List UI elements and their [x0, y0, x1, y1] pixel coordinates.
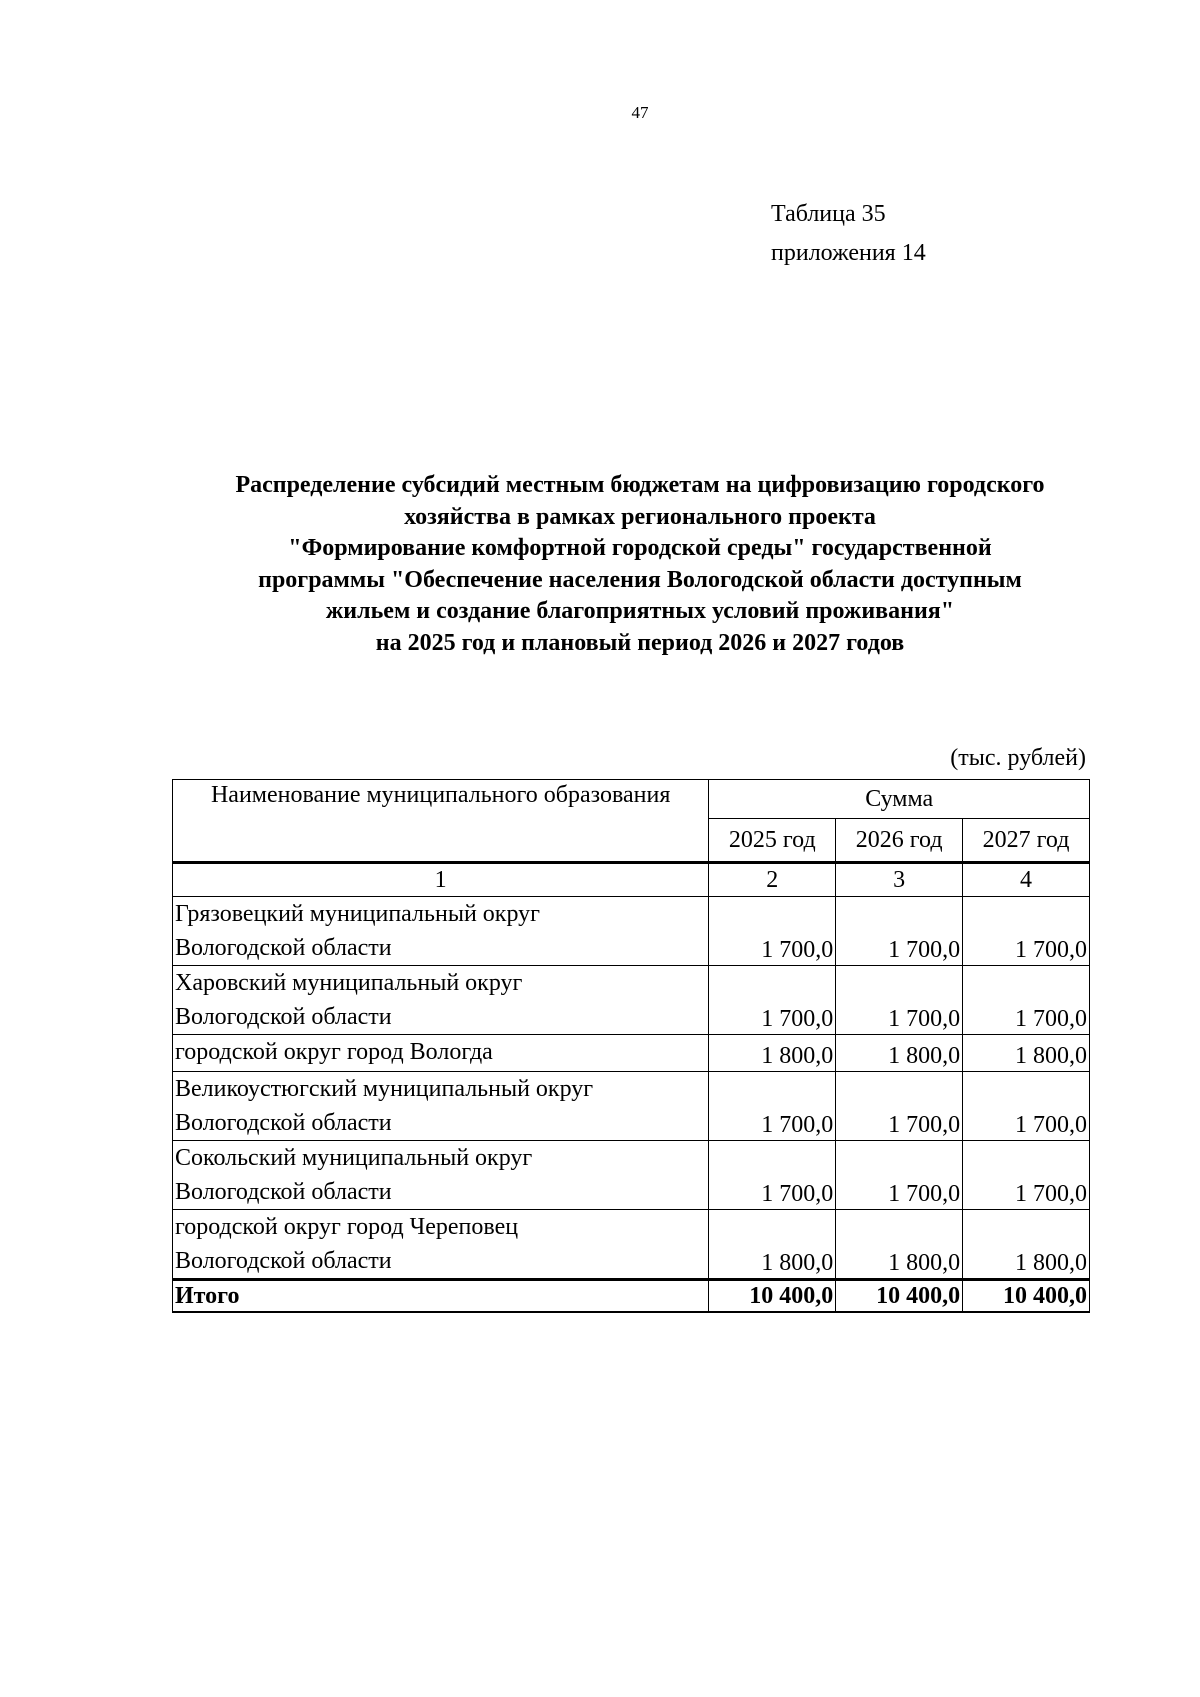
- amount-2026: 1 800,0: [836, 1035, 963, 1072]
- municipality-name-line: Вологодской области: [175, 1179, 392, 1205]
- column-number-row: [173, 863, 1090, 897]
- title-line: жильем и создание благоприятных условий проживания": [325, 598, 955, 624]
- title-line: "Формирование комфортной городской среды" государственной: [288, 535, 992, 561]
- amount-2027: 1 700,0: [963, 1141, 1090, 1210]
- total-2025: 10 400,0: [709, 1280, 836, 1313]
- total-label: Итого: [173, 1280, 709, 1313]
- table-row: [173, 1141, 1090, 1210]
- municipality-name: [173, 1072, 709, 1141]
- title-line: хозяйства в рамках регионального проекта: [404, 503, 876, 530]
- title-line: Распределение субсидий местным бюджетам на цифровизацию городского: [235, 472, 1045, 498]
- annex-table-label: Таблица 35: [771, 201, 886, 227]
- header-year-2025: 2025 год: [709, 819, 836, 863]
- amount-2026: 1 700,0: [836, 897, 963, 966]
- municipality-name-line: городской округ город Череповец: [175, 1214, 519, 1240]
- header-name-cell: Наименование муниципального образования: [173, 780, 709, 863]
- units-label: (тыс. рублей): [950, 745, 1086, 771]
- amount-2025: 1 700,0: [709, 1141, 836, 1210]
- amount-2027: 1 700,0: [963, 897, 1090, 966]
- table-row: [173, 1035, 1090, 1072]
- header-year-2027: 2027 год: [963, 819, 1090, 863]
- header-row: [173, 780, 1090, 819]
- municipality-name-line: Вологодской области: [175, 1004, 392, 1030]
- amount-2026: 1 800,0: [836, 1210, 963, 1280]
- municipality-name-line: Вологодской области: [175, 1248, 392, 1274]
- amount-2027: 1 800,0: [963, 1210, 1090, 1280]
- amount-2025: 1 800,0: [709, 1035, 836, 1072]
- table-row: [173, 1210, 1090, 1280]
- amount-2026: 1 700,0: [836, 1141, 963, 1210]
- total-2027: 10 400,0: [963, 1280, 1090, 1313]
- total-2026: 10 400,0: [836, 1280, 963, 1313]
- title-line: программы "Обеспечение населения Вологодской области доступным: [258, 566, 1022, 593]
- column-number: 2: [709, 863, 836, 897]
- amount-2027: 1 800,0: [963, 1035, 1090, 1072]
- table-row: [173, 1072, 1090, 1141]
- municipality-name-line: Сокольский муниципальный округ: [175, 1145, 533, 1171]
- document-title: [170, 470, 1110, 659]
- header-year-2026: 2026 год: [836, 819, 963, 863]
- municipality-name-line: Харовский муниципальный округ: [175, 970, 523, 996]
- municipality-name: [173, 1141, 709, 1210]
- column-number: 3: [836, 863, 963, 897]
- amount-2025: 1 700,0: [709, 897, 836, 966]
- total-row: [173, 1280, 1090, 1313]
- table-row: [173, 897, 1090, 966]
- municipality-name-line: Грязовецкий муниципальный округ: [175, 901, 540, 927]
- page-number: 47: [631, 103, 649, 122]
- column-number: 1: [173, 863, 709, 897]
- subsidy-table: [172, 779, 1090, 1313]
- amount-2026: 1 700,0: [836, 966, 963, 1035]
- municipality-name: [173, 897, 709, 966]
- municipality-name: [173, 1210, 709, 1280]
- municipality-name-line: Великоустюгский муниципальный округ: [175, 1076, 594, 1102]
- annex-appendix-label: приложения 14: [771, 240, 926, 266]
- amount-2027: 1 700,0: [963, 1072, 1090, 1141]
- amount-2025: 1 700,0: [709, 1072, 836, 1141]
- title-line: на 2025 год и плановый период 2026 и 2027 годов: [375, 629, 905, 656]
- amount-2026: 1 700,0: [836, 1072, 963, 1141]
- table-row: [173, 966, 1090, 1035]
- annex-reference: [771, 195, 926, 273]
- header-sum-cell: Сумма: [709, 780, 1090, 819]
- amount-2025: 1 700,0: [709, 966, 836, 1035]
- column-number: 4: [963, 863, 1090, 897]
- municipality-name: [173, 966, 709, 1035]
- municipality-name-line: Вологодской области: [175, 1110, 392, 1136]
- municipality-name-line: городской округ город Вологда: [175, 1039, 493, 1065]
- amount-2025: 1 800,0: [709, 1210, 836, 1280]
- municipality-name-line: Вологодской области: [175, 935, 392, 961]
- amount-2027: 1 700,0: [963, 966, 1090, 1035]
- municipality-name: [173, 1035, 709, 1072]
